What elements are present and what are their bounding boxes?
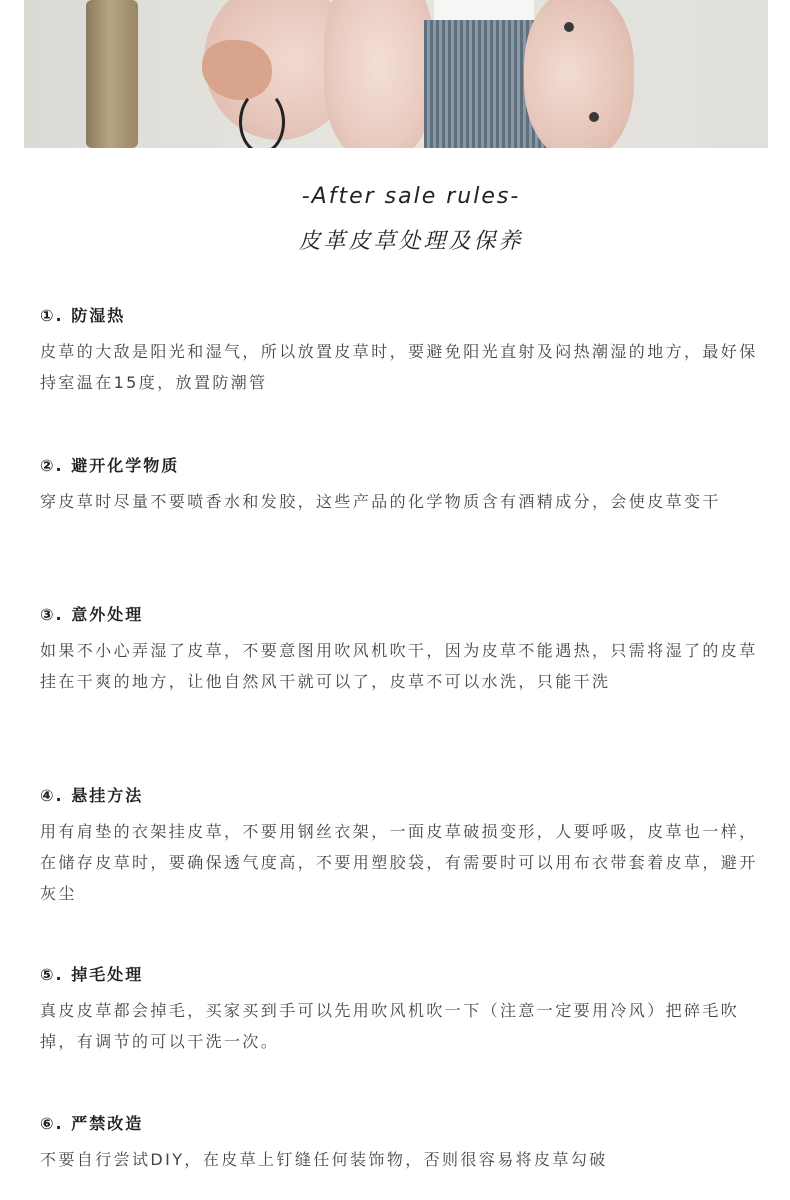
rule-body: 真皮皮草都会掉毛，买家买到手可以先用吹风机吹一下（注意一定要用冷风）把碎毛吹掉，有调节的可以干洗一次。 bbox=[40, 1001, 740, 1051]
fur-coat-right bbox=[524, 0, 634, 148]
rule-section-2 bbox=[40, 454, 760, 517]
rule-body: 穿皮草时尽量不要喷香水和发胶，这些产品的化学物质含有酒精成分，会使皮草变干 bbox=[40, 492, 721, 511]
fur-coat bbox=[324, 0, 434, 148]
rule-section-1 bbox=[40, 304, 760, 398]
title-english: -After sale rules- bbox=[301, 184, 521, 209]
coat-button bbox=[589, 112, 599, 122]
rule-heading: ⑤. 掉毛处理 bbox=[40, 965, 144, 984]
rule-section-4 bbox=[40, 784, 760, 909]
product-photo bbox=[24, 0, 768, 148]
rule-heading: ④. 悬挂方法 bbox=[40, 786, 144, 805]
coat-button bbox=[564, 22, 574, 32]
rule-heading: ②. 避开化学物质 bbox=[40, 456, 180, 475]
rule-body: 如果不小心弄湿了皮草，不要意图用吹风机吹干，因为皮草不能遇热，只需将湿了的皮草挂在干爽的地方，让他自然风干就可以了，皮草不可以水洗，只能干洗 bbox=[40, 641, 758, 691]
rule-heading: ③. 意外处理 bbox=[40, 605, 144, 624]
rule-section-3 bbox=[40, 603, 760, 697]
rule-section-5 bbox=[40, 963, 760, 1057]
title-chinese: 皮革皮草处理及保养 bbox=[298, 229, 524, 254]
rule-heading: ①. 防湿热 bbox=[40, 306, 126, 325]
rule-section-6 bbox=[40, 1112, 760, 1175]
rule-heading: ⑥. 严禁改造 bbox=[40, 1114, 144, 1133]
rule-body: 皮草的大敌是阳光和湿气，所以放置皮草时，要避免阳光直射及闷热潮湿的地方，最好保持室温在15度，放置防潮管 bbox=[40, 342, 758, 392]
bag-strap bbox=[239, 90, 285, 148]
rule-body: 不要自行尝试DIY，在皮草上钉缝任何装饰物，否则很容易将皮草勾破 bbox=[40, 1150, 608, 1169]
rule-body: 用有肩垫的衣架挂皮草，不要用钢丝衣架，一面皮草破损变形，人要呼吸，皮草也一样，在储存皮草时，要确保透气度高，不要用塑胶袋，有需要时可以用布衣带套着皮草，避开灰尘 bbox=[40, 822, 758, 903]
tree-trunk bbox=[86, 0, 138, 148]
